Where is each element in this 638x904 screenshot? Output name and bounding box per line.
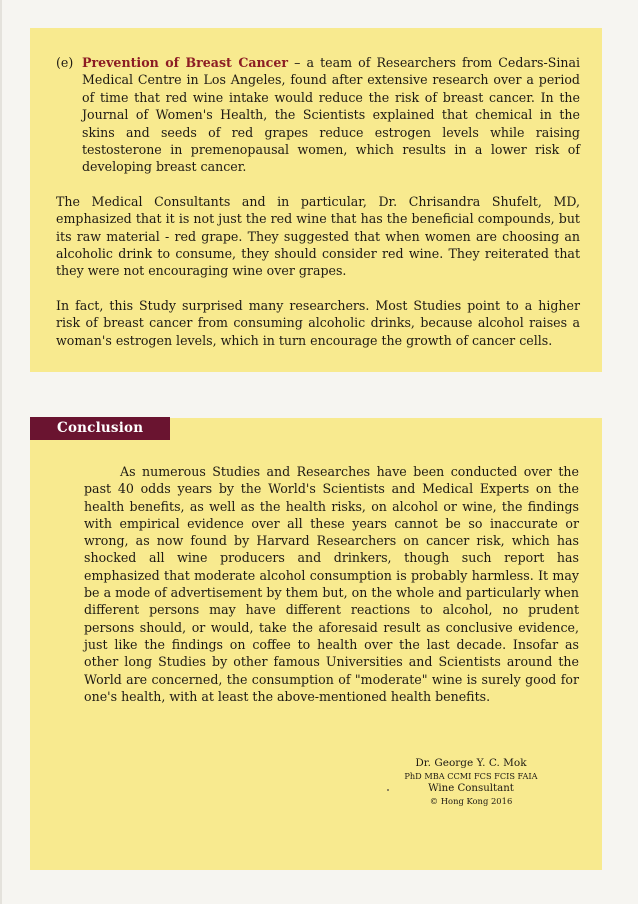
signature-block (396, 756, 546, 807)
paragraph-study-surprise: In fact, this Study surprised many researchers. Most Studies point to a higher risk of breast cancer from consuming alcoholic drinks, because alcohol raises a woman's estrogen levels, which in turn encourage the growth of cancer cells. (56, 297, 580, 348)
scan-speck (387, 789, 389, 791)
author-title: Wine Consultant (428, 783, 514, 794)
conclusion-body: As numerous Studies and Researches have been conducted over the past 40 odds years by the World's Scientists and Medical Experts on the health benefits, as well as the health risks, on alcohol or wine, the findings with empirical evidence over all these years cannot be so inaccurate or wrong, as now found by Harvard Researchers on cancer risk, which has shocked all wine producers and drinkers, though such report has emphasized that moderate alcohol consumption is probably harmless. It may be a mode of advertisement by them but, on the whole and particularly when different persons may have different reactions to alcohol, no prudent persons should, or would, take the aforesaid result as conclusive evidence, just like the findings on coffee to health over the last decade. Insofar as other long Studies by other famous Universities and Scientists around the World are concerned, the consumption of "moderate" wine is surely good for one's health, with at least the above-mentioned health benefits. (84, 464, 579, 704)
section-e-item (56, 54, 580, 176)
author-name: Dr. George Y. C. Mok (415, 757, 527, 769)
section-intro: – a team of Researchers from Cedars-Sinai Medical Centre in Los Angeles, found after extensive research over a period of time that red wine intake would reduce the risk of breast cancer. In the Journal of Women's Health, the Scientists explained that chemical in the skins and seeds of red grapes reduce estrogen levels while raising testosterone in premenopausal women, which results in a lower risk of developing breast cancer. (82, 55, 580, 175)
item-body (82, 54, 580, 176)
paragraph-consultants: The Medical Consultants and in particular, Dr. Chrisandra Shufelt, MD, emphasized that it is not just the red wine that has the beneficial compounds, but its raw material - red grape. They suggested that when women are choosing an alcoholic drink to consume, they should consider red wine. They reiterated that they were not encouraging wine over grapes. (56, 193, 580, 279)
conclusion-tab: Conclusion (30, 417, 170, 440)
item-label: (e) (56, 55, 74, 70)
section-heading: Prevention of Breast Cancer (82, 55, 288, 70)
author-qualifications: PhD MBA CCMI FCS FCIS FAIA (404, 771, 538, 781)
breast-cancer-panel (30, 28, 602, 372)
copyright-notice: © Hong Kong 2016 (429, 796, 513, 806)
